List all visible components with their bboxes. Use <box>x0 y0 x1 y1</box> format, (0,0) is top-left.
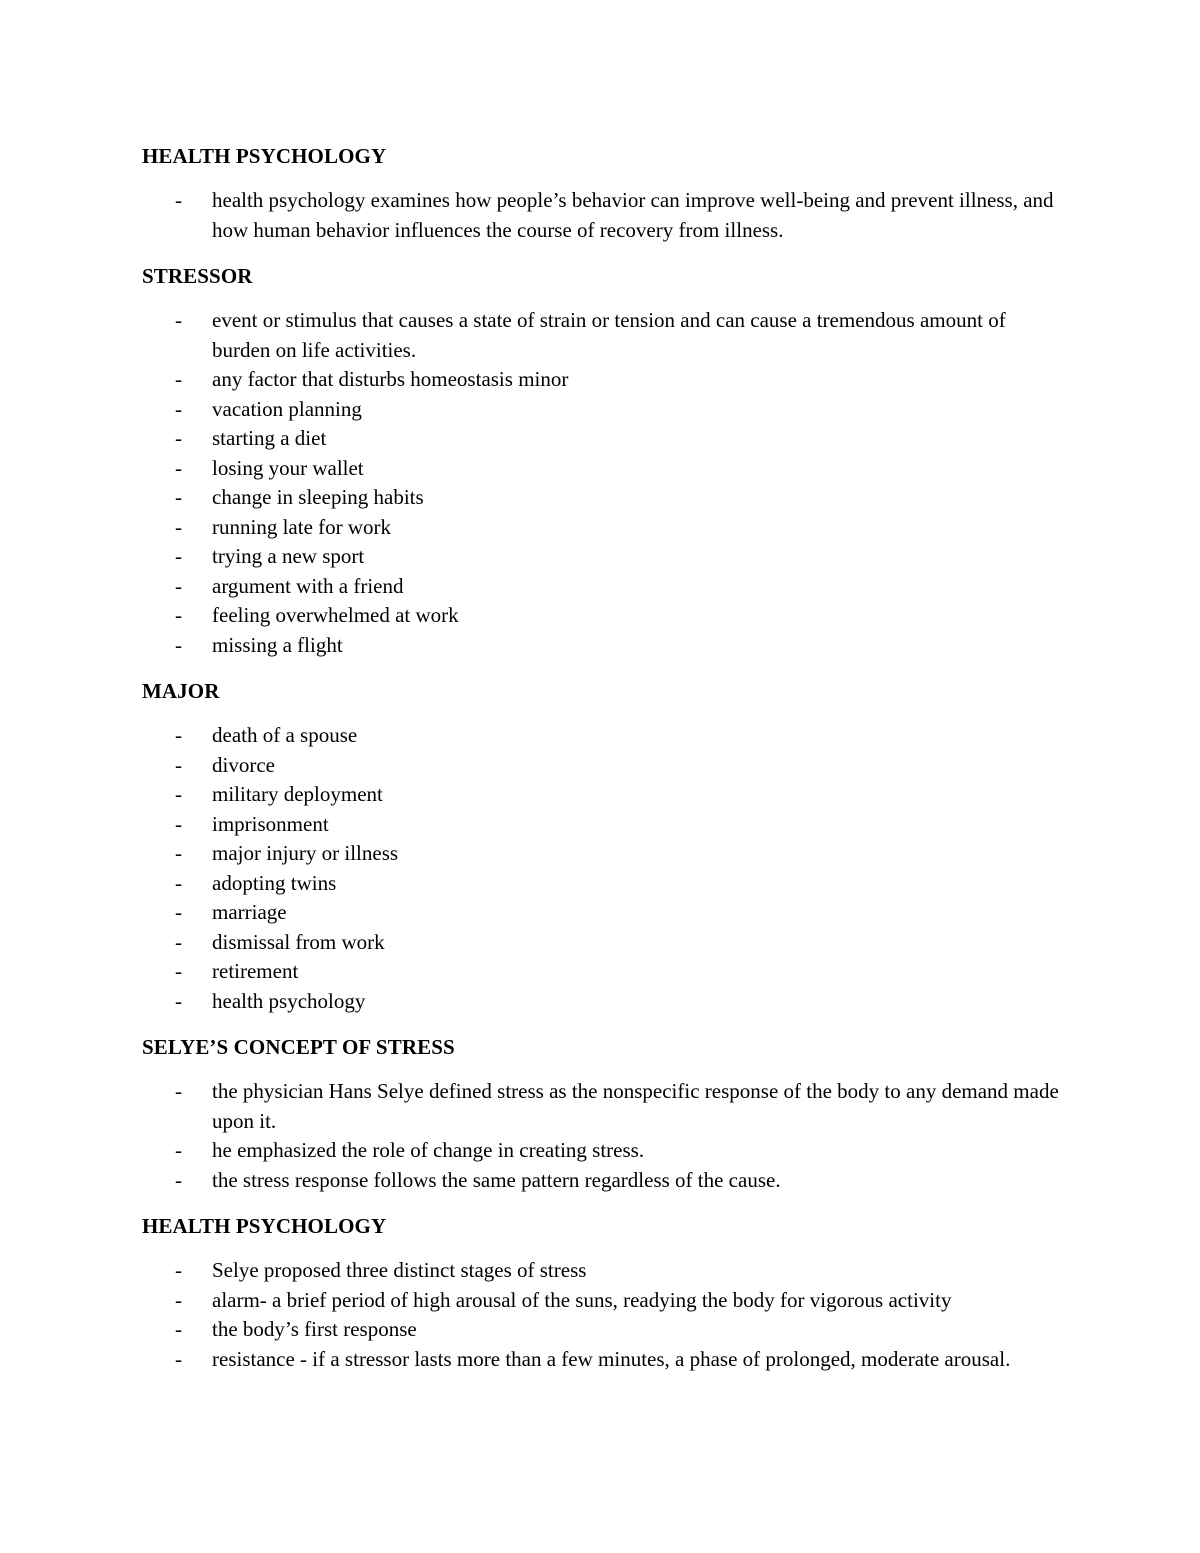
section-health-psychology-stages <box>142 1211 1062 1374</box>
section-heading: STRESSOR <box>142 264 253 288</box>
list-item <box>142 1286 1062 1316</box>
list-item-text: change in sleeping habits <box>212 485 424 509</box>
list-item-text: feeling overwhelmed at work <box>212 603 459 627</box>
list-item-text: starting a diet <box>212 426 327 450</box>
section-heading: MAJOR <box>142 679 220 703</box>
list-item <box>142 572 1062 602</box>
list-item <box>142 751 1062 781</box>
list-item <box>142 839 1062 869</box>
list-item <box>142 1315 1062 1345</box>
bullet-list <box>142 721 1062 1016</box>
bullet-dash: - <box>175 308 182 332</box>
list-item <box>142 483 1062 513</box>
bullet-dash: - <box>175 841 182 865</box>
bullet-dash: - <box>175 988 182 1013</box>
bullet-dash: - <box>175 485 182 509</box>
list-item <box>142 869 1062 899</box>
list-item <box>142 454 1062 484</box>
list-item <box>142 928 1062 958</box>
list-item <box>142 810 1062 840</box>
bullet-dash: - <box>175 367 182 391</box>
list-item <box>142 513 1062 543</box>
bullet-dash: - <box>175 959 182 983</box>
list-item-text: marriage <box>212 900 287 924</box>
list-item-text: adopting twins <box>212 870 337 895</box>
bullet-list <box>142 186 1062 245</box>
list-item <box>142 424 1062 454</box>
list-item-text: missing a flight <box>212 632 343 657</box>
bullet-dash: - <box>175 782 182 806</box>
list-item <box>142 395 1062 425</box>
bullet-dash: - <box>175 188 182 212</box>
section-health-psychology <box>142 141 1062 245</box>
bullet-dash: - <box>175 632 182 657</box>
list-item <box>142 1256 1062 1286</box>
bullet-dash: - <box>175 1138 182 1162</box>
list-item-text: the body’s first response <box>212 1317 417 1341</box>
bullet-list <box>142 1256 1062 1374</box>
list-item-text: any factor that disturbs homeostasis minor <box>212 367 569 391</box>
list-item-text: divorce <box>212 752 275 777</box>
list-item-text: dismissal from work <box>212 929 385 954</box>
bullet-list <box>142 306 1062 660</box>
bullet-dash: - <box>175 811 182 836</box>
list-item-text: death of a spouse <box>212 723 358 747</box>
bullet-dash: - <box>175 1346 182 1371</box>
bullet-list <box>142 1077 1062 1195</box>
bullet-dash: - <box>175 723 182 747</box>
bullet-dash: - <box>175 1167 182 1192</box>
list-item <box>142 721 1062 751</box>
bullet-dash: - <box>175 1287 182 1312</box>
list-item <box>142 542 1062 572</box>
list-item-text: health psychology <box>212 988 366 1013</box>
section-heading: HEALTH PSYCHOLOGY <box>142 144 387 168</box>
bullet-dash: - <box>175 455 182 480</box>
bullet-dash: - <box>175 870 182 895</box>
list-item-text: retirement <box>212 959 299 983</box>
list-item-text: he emphasized the role of change in creating stress. <box>212 1138 645 1162</box>
bullet-dash: - <box>175 573 182 598</box>
list-item-text: health psychology examines how people’s behavior can improve well-being and prevent illness, and how human behavior influences the course of recovery from illness. <box>212 188 1054 242</box>
list-item-text: losing your wallet <box>212 455 364 480</box>
list-item-text: running late for work <box>212 514 392 539</box>
list-item <box>142 365 1062 395</box>
list-item <box>142 306 1062 365</box>
bullet-dash: - <box>175 900 182 924</box>
list-item <box>142 631 1062 661</box>
section-heading: SELYE’S CONCEPT OF STRESS <box>142 1035 455 1059</box>
document-content <box>142 141 1062 1390</box>
list-item-text: major injury or illness <box>212 841 399 865</box>
bullet-dash: - <box>175 1079 182 1103</box>
bullet-dash: - <box>175 396 182 421</box>
list-item <box>142 1166 1062 1196</box>
list-item <box>142 1136 1062 1166</box>
list-item <box>142 1077 1062 1136</box>
section-stressor <box>142 261 1062 660</box>
list-item <box>142 987 1062 1017</box>
bullet-dash: - <box>175 544 182 568</box>
list-item-text: argument with a friend <box>212 573 404 598</box>
bullet-dash: - <box>175 514 182 539</box>
list-item <box>142 898 1062 928</box>
list-item-text: event or stimulus that causes a state of strain or tension and can cause a tremendous amount of burden on life activities. <box>212 308 1006 362</box>
list-item-text: alarm- a brief period of high arousal of the suns, readying the body for vigorous activity <box>212 1287 952 1312</box>
list-item <box>142 780 1062 810</box>
list-item-text: the stress response follows the same pattern regardless of the cause. <box>212 1167 781 1192</box>
list-item-text: resistance - if a stressor lasts more than a few minutes, a phase of prolonged, moderate arousal. <box>212 1346 1011 1371</box>
bullet-dash: - <box>175 426 182 450</box>
list-item <box>142 1345 1062 1375</box>
list-item-text: military deployment <box>212 782 383 806</box>
bullet-dash: - <box>175 1317 182 1341</box>
section-selyes-concept-of-stress <box>142 1032 1062 1195</box>
list-item-text: Selye proposed three distinct stages of stress <box>212 1258 587 1282</box>
list-item <box>142 601 1062 631</box>
section-heading: HEALTH PSYCHOLOGY <box>142 1214 387 1238</box>
bullet-dash: - <box>175 603 182 627</box>
bullet-dash: - <box>175 1258 182 1282</box>
bullet-dash: - <box>175 752 182 777</box>
list-item-text: imprisonment <box>212 811 329 836</box>
list-item-text: vacation planning <box>212 396 362 421</box>
section-major <box>142 676 1062 1016</box>
list-item <box>142 957 1062 987</box>
bullet-dash: - <box>175 929 182 954</box>
list-item-text: the physician Hans Selye defined stress as the nonspecific response of the body to any demand made upon it. <box>212 1079 1059 1133</box>
list-item-text: trying a new sport <box>212 544 365 568</box>
list-item <box>142 186 1062 245</box>
